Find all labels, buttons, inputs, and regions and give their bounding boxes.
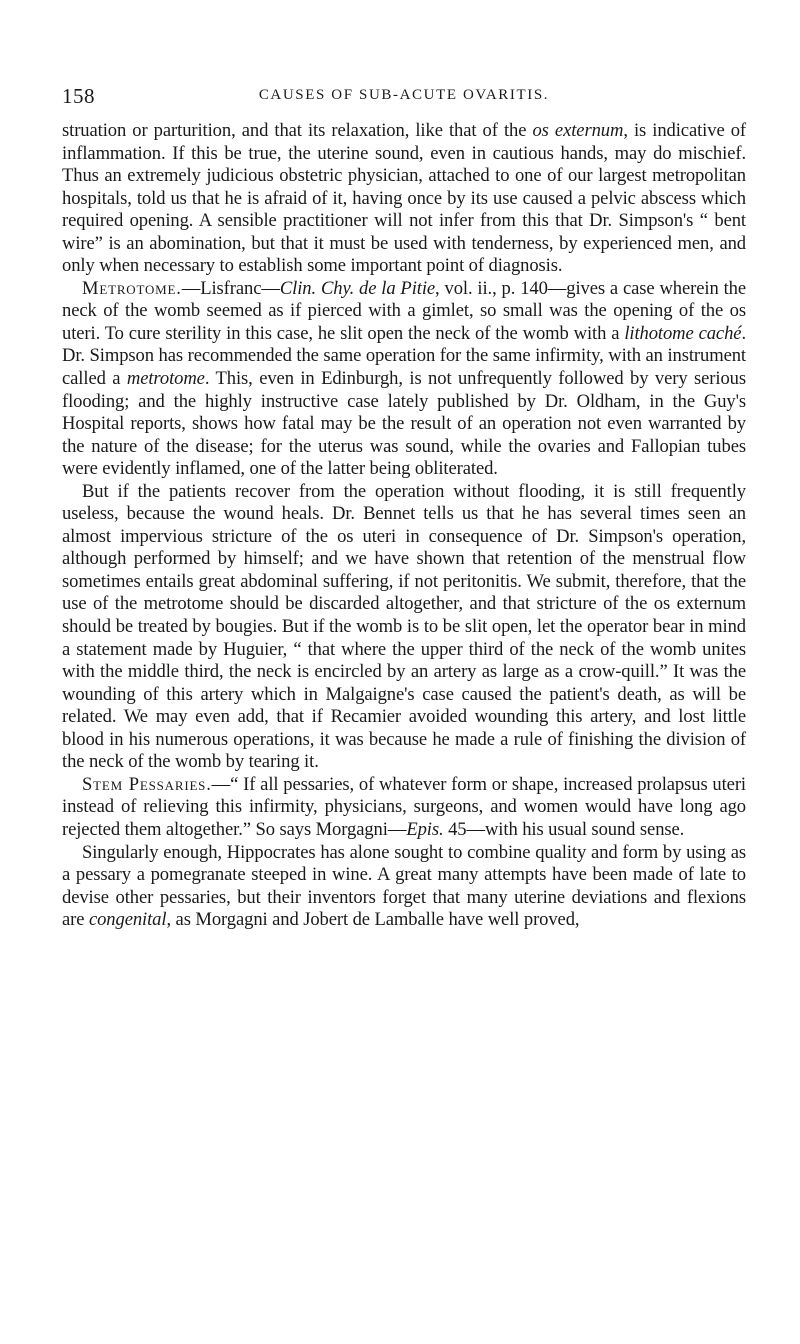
p1-text-b: , is indicative of inflammation. If this be true, the uterine sound, even in cautious hands, may do mischief. Thus an extremely judicious obstetric physician, attached to one of our largest metropolitan hospitals, told us that he is afraid of it, having once by its use caused a pelvic abscess which required opening. A sensible practitioner will not infer from this that Dr. Simpson's “ bent wire” is an abomination, but that it must be used with tenderness, by experienced men, and only when necessary to establish some important point of diagnosis. — [62, 120, 747, 277]
p2-lithotome: lithotome caché — [624, 322, 742, 344]
p1-os-externum: os externum — [532, 120, 624, 141]
p3-text: But if the patients recover from the operation without flooding, it is still frequently useless, because the wound heals. Dr. Bennet tells us that he has several times seen an almost impervious stricture of the os uteri in consequence of Dr. Simpson's operation, although performed by himself; and we have shown that retention of the menstrual flow sometimes entails great abdominal suffering, if not peritonitis. We submit, therefore, that the use of the metrotome should be discarded altogether, and that stricture of the os externum should be treated by bougies. But if the womb is to be slit open, let the operator bear in mind a statement made by Huguier, “ that where the upper third of the neck of the womb unites with the middle third, the neck is encircled by an artery as large as a crow-quill.” It was the wounding of this artery which in Malgaigne's case caused the patient's death, as will be related. We may even add, that if Recamier avoided wounding this artery, and lost little blood in his numerous operations, it was because he made a rule of finishing the division of the neck of the womb by tearing it. — [62, 480, 746, 773]
paragraph-hippocrates — [62, 842, 746, 932]
running-head: CAUSES OF SUB-ACUTE OVARITIS. — [258, 87, 550, 103]
p5-text-a: Singularly enough, Hippocrates has alone sought to combine quality and form by using as a pessary a pomegranate steeped in wine. A great many attempts have been made of late to devise other pessaries, but their inventors forget that many uterine deviations and flexions are — [62, 841, 746, 931]
p4-text-a: —“ If all pessaries, of whatever form or shape, increased prolapsus uteri instead of relieving this infirmity, physicians, surgeons, and women would have long ago rejected them altogether.” So says Morgagni— — [62, 773, 746, 840]
p2-text-a: —Lisfranc— — [181, 277, 280, 299]
paragraph-stem-pessaries — [62, 774, 746, 842]
p5-text-b: , as Morgagni and Jobert de Lamballe have well proved, — [166, 909, 580, 931]
p2-text-b: , vol. ii., p. 140—gives a case wherein the neck of the womb seemed as if pierced with a gimlet, so small was the opening of the os uteri. To cure sterility in this case, he slit open the neck of the womb with a — [62, 277, 746, 344]
p4-text-b: 45—with his usual sound sense. — [443, 818, 685, 840]
p2-citation: Clin. Chy. de la Pitie — [279, 277, 436, 299]
section-heading-metrotome: Metrotome. — [82, 277, 182, 299]
p4-citation: Epis. — [406, 818, 444, 840]
p2-text-c: . Dr. Simpson has recommended the same operation for the same infirmity, with an instrument called a — [62, 322, 746, 390]
book-page — [62, 84, 746, 932]
p2-metrotome: metrotome — [126, 368, 205, 390]
section-heading-stem-pessaries: Stem Pessaries. — [82, 773, 212, 795]
paragraph-flooding — [62, 481, 746, 774]
p5-congenital: congenital — [88, 909, 167, 931]
p2-text-d: . This, even in Edinburgh, is not unfrequently followed by very serious flooding; and the highly instructive case lately published by Dr. Oldham, in the Guy's Hospital reports, shows how fatal may be the result of an operation not even warranted by the nature of the disease; for the uterus was sound, while the ovaries and Fallopian tubes were evidently inflamed, one of the latter being obliterated. — [62, 368, 746, 480]
paragraph-metrotome — [62, 278, 746, 481]
page-number: 158 — [62, 84, 95, 108]
paragraph-uterine-sound — [62, 120, 746, 278]
p1-text-a: struation or parturition, and that its relaxation, like that of the — [62, 120, 533, 141]
page-header — [62, 84, 746, 112]
